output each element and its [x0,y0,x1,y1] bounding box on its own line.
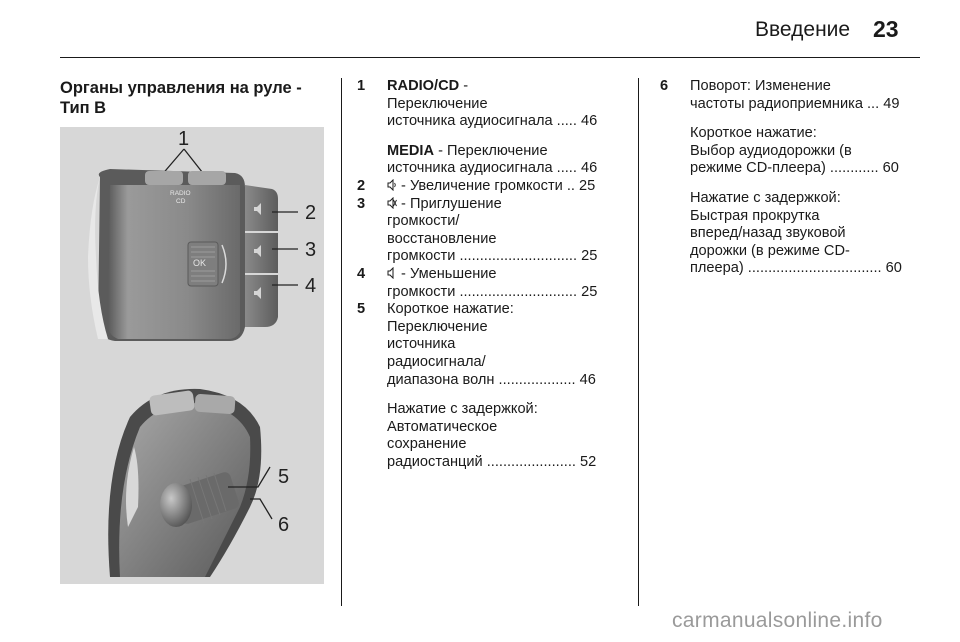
entries-column-2 [660,78,930,278]
entry-6-long-press [660,190,930,278]
entry-text: - Переключение источника аудиосигнала ..... 46 [387,78,598,130]
callout-1: 1 [178,128,190,150]
entry-number: 3 [357,195,366,212]
entry-1-media [357,143,627,178]
page-number: 23 [873,16,899,42]
watermark: carmanualsonline.info [672,609,883,632]
entry-text: Нажатие с задержкой: Быстрая прокрутка вперед/назад звуковой дорожки (в режиме CD- плеера) ................................. 60 [690,189,902,277]
entry-number: 5 [357,301,366,318]
entry-text: - Уменьшение громкости ............................. 25 [387,265,598,300]
entry-1 [357,78,627,131]
entry-5 [357,301,627,389]
callout-3: 3 [305,239,317,261]
entry-text: - Приглушение громкости/ восстановление громкости ............................. 25 [387,195,598,265]
entries-column-1 [357,78,627,471]
header-title: Введение [755,18,851,41]
steering-controls-figure [60,127,324,584]
radio-label: RADIO [170,190,191,197]
entry-3 [357,196,627,266]
entry-number: 1 [357,78,366,94]
steering-controls-illustration [60,127,324,584]
entry-4 [357,266,627,301]
callout-6: 6 [278,514,290,536]
callout-2: 2 [305,202,317,224]
entry-2 [357,178,627,196]
entry-6-short-press [660,125,930,178]
header-rule [60,57,920,58]
entry-text: Короткое нажатие: Выбор аудиодорожки (в режиме CD-плеера) ............ 60 [690,125,899,177]
entry-label: MEDIA [387,142,435,159]
entry-label: RADIO/CD [387,78,460,94]
column-divider-1 [341,78,342,606]
entry-text: Короткое нажатие: Переключение источника радиосигнала/ диапазона волн ................... 46 [387,301,596,388]
ok-label: OK [193,258,207,268]
entry-text: Нажатие с задержкой: Автоматическое сохранение радиостанций ...................... 52 [387,401,597,470]
mute-icon [387,197,397,209]
callout-5: 5 [278,466,290,488]
entry-5-long-press [357,401,627,471]
entry-6 [660,78,930,113]
section-title: Органы управления на руле - Тип B [60,79,302,117]
cd-label: CD [176,198,186,205]
volume-down-icon [387,267,397,279]
entry-number: 2 [357,177,366,194]
entry-number: 6 [660,78,669,94]
entry-text: - Увеличение громкости .. 25 [397,177,596,194]
volume-up-icon [387,179,397,191]
entry-text: - Переключение источника аудиосигнала ..... 46 [387,142,598,177]
entry-number: 4 [357,265,366,282]
entry-text: Поворот: Изменение частоты радиоприемника ... 49 [690,78,900,112]
column-divider-2 [638,78,639,606]
callout-4: 4 [305,275,317,297]
